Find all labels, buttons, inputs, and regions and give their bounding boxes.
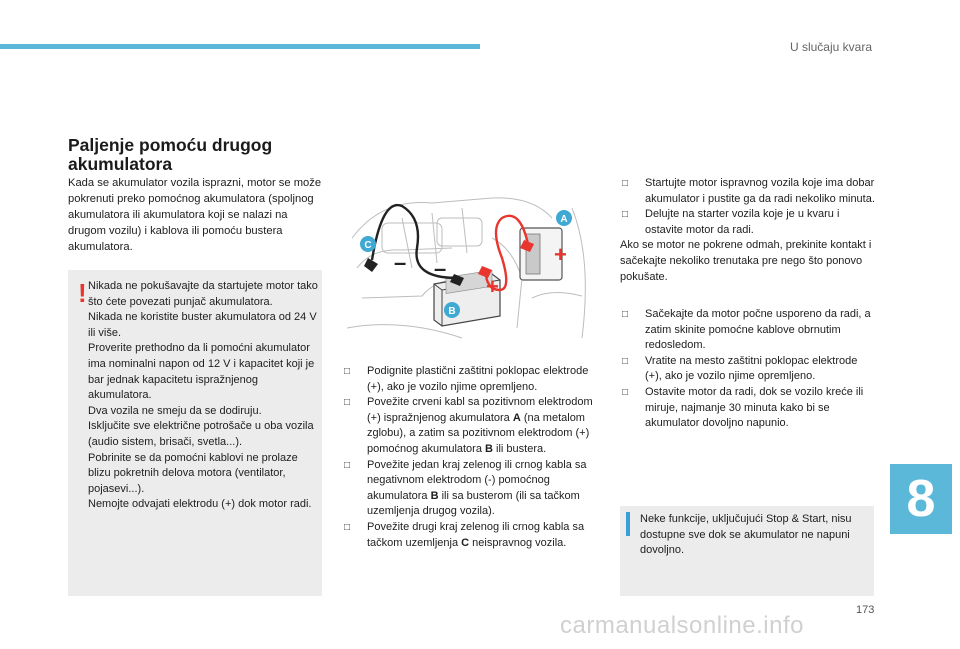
info-bar-icon (626, 512, 630, 536)
list-item: □ Podignite plastični zaštitni poklopac elektrode (+), ako je vozilo njime opremljeno. (344, 365, 589, 393)
checkbox-bullet-icon: □ (622, 386, 629, 398)
info-text: Neke funkcije, uključujući Stop & Start, nisu dostupne sve dok se akumulator ne napuni dovoljno. (640, 513, 852, 557)
list-item: □ Startujte motor ispravnog vozila koje ima dobar akumulator i pustite ga da radi nekoliko minuta. (622, 177, 875, 205)
warning-line: Isključite sve električne potrošače u oba vozila (audio sistem, brisači, svetla...). (88, 420, 314, 448)
list-item: □ Povežite jedan kraj zelenog ili crnog kabla sa negativnom elektrodom (-) pomoćnog akumulatora B ili sa busterom (ili sa tačkom uzemljenja drugog vozila). (344, 458, 587, 518)
warning-line: Pobrinite se da pomoćni kablovi ne prolaze blizu pokretnih delova motora (ventilator, pojasevi...). (88, 451, 298, 495)
list-item: □ Povežite crveni kabl sa pozitivnom elektrodom (+) ispražnjenog akumulatora A (na metalom zglobu), a zatim sa pozitivnom elektrodom (+) pomoćnog akumulatora B ili bustera. (344, 396, 593, 455)
checkbox-bullet-icon: □ (622, 309, 629, 320)
exclamation-icon: ! (78, 278, 87, 308)
engine-bay-drawing (342, 178, 600, 354)
page-number: 173 (856, 604, 875, 616)
info-box (620, 506, 874, 596)
warning-line: Nikada ne pokušavajte da startujete motor tako što ćete povezati punjač akumulatora. (88, 280, 318, 308)
warning-text (88, 279, 320, 513)
list-item: □ Vratite na mesto zaštitni poklopac elektrode (+), ako je vozilo njime opremljeno. (622, 354, 858, 383)
label-c: C (364, 240, 372, 251)
steps-list-finish (620, 307, 876, 432)
steps-list-connect (342, 364, 600, 551)
minus-sign: – (434, 256, 447, 281)
checkbox-bullet-icon: □ (344, 459, 351, 471)
checkbox-bullet-icon: □ (622, 178, 629, 189)
chapter-title: U slučaju kvara (789, 40, 872, 54)
list-item: □ Ostavite motor da radi, dok se vozilo kreće ili miruje, najmanje 30 minuta kako bi se akumulator dovoljno napunio. (622, 385, 864, 430)
list-item: □ Povežite drugi kraj zelenog ili crnog kabla sa tačkom uzemljenja C neispravnog vozila. (344, 520, 585, 549)
plus-sign: + (554, 242, 567, 267)
warning-line: Nikada ne koristite buster akumulatora od 24 V ili više. (88, 311, 317, 339)
checkbox-bullet-icon: □ (344, 366, 351, 377)
warning-line: Dva vozila ne smeju da se dodiruju. (88, 404, 262, 417)
chapter-number-tab: 8 (890, 464, 952, 534)
checkbox-bullet-icon: □ (344, 521, 351, 533)
watermark: carmanualsonline.info (560, 612, 804, 639)
plus-sign: + (486, 274, 499, 299)
checkbox-bullet-icon: □ (622, 209, 629, 221)
section-intro: Kada se akumulator vozila isprazni, motor se može pokrenuti preko pomoćnog akumulatora (spoljnog akumulatora ili akumulatora koji se nalazi na drugom vozilu) i kablova ili pomoću bustera akumulatora. (68, 177, 322, 253)
jump-start-illustration (342, 178, 600, 354)
warning-box (68, 270, 322, 596)
warning-line: Nemojte odvajati elektrodu (+) dok motor radi. (88, 498, 312, 511)
minus-sign: – (394, 250, 407, 275)
list-item: □ Sačekajte da motor počne usporeno da radi, a zatim skinite pomoćne kablove obrnutim redosledom. (622, 308, 871, 352)
step-note: Ako se motor ne pokrene odmah, prekinite kontakt i sačekajte nekoliko trenutaka pre nego što ponovo pokušate. (620, 239, 872, 283)
checkbox-bullet-icon: □ (344, 397, 351, 409)
steps-list-start (620, 176, 876, 285)
list-item: □ Delujte na starter vozila koje je u kvaru i ostavite motor da radi. (622, 208, 840, 236)
label-b: B (448, 306, 456, 317)
section-title: Paljenje pomoću drugog akumulatora (68, 135, 273, 174)
checkbox-bullet-icon: □ (622, 355, 629, 367)
warning-line: Proverite prethodno da li pomoćni akumulator ima nominalni napon od 12 V i kapacitet koji je bar jednak kapacitetu ispražnjenog akumulatora. (88, 342, 315, 402)
header-accent-bar (0, 44, 480, 49)
label-a: A (560, 214, 568, 225)
